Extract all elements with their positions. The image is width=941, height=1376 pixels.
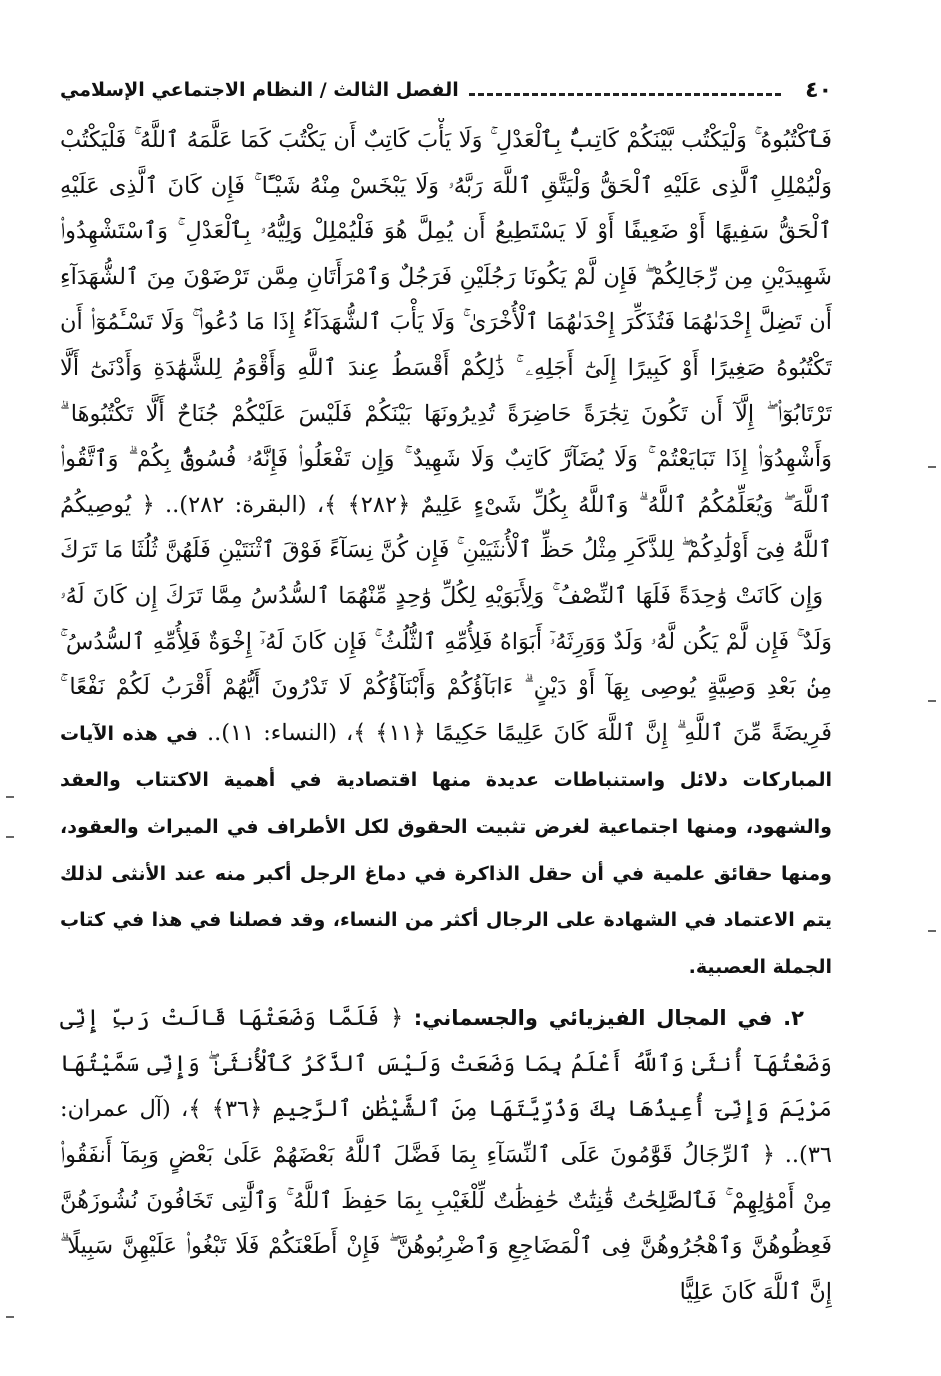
commentary-text: في هذه الآيات المباركات دلائل واستنباطات عديدة منها اقتصادية في أهمية الاكتتاب والعقد والشهود، ومنها اجتماعية لغرض تثبيت الحقوق لكل الأطراف في الميراث والعقود، ومنها حقائق علمية في أن حقل الذاكرة في دماغ الرجل أكبر منه عند الأنثى لذلك يتم الاعتماد في الشهادة على الرجال أكثر من النساء، وقد فصلنا في هذا في كتاب الجملة العصبية.: [60, 722, 832, 978]
header-dashed-rule: [469, 93, 781, 96]
scan-margin-mark: [928, 466, 936, 468]
scan-margin-mark: [928, 700, 936, 702]
page-number: ٤٠: [805, 77, 832, 103]
paragraph-quran-verses-and-commentary: [60, 118, 832, 990]
page-body: [60, 118, 832, 1318]
verse-block-baqarah-nisa: فَٱكْتُبُوهُ ۚ وَلْيَكْتُب بَّيْنَكُمْ كَاتِبٌۢ بِٱلْعَدْلِ ۚ وَلَا يَأْبَ كَاتِبٌ أَن يَكْتُبَ كَمَا عَلَّمَهُ ٱللَّهُ ۚ فَلْيَكْتُبْ وَلْيُمْلِلِ ٱلَّذِى عَلَيْهِ ٱلْحَقُّ وَلْيَتَّقِ ٱللَّهَ رَبَّهُۥ وَلَا يَبْخَسْ مِنْهُ شَيْـًٔا ۚ فَإِن كَانَ ٱلَّذِى عَلَيْهِ ٱلْحَقُّ سَفِيهًا أَوْ ضَعِيفًا أَوْ لَا يَسْتَطِيعُ أَن يُمِلَّ هُوَ فَلْيُمْلِلْ وَلِيُّهُۥ بِٱلْعَدْلِ ۚ وَٱسْتَشْهِدُوا۟ شَهِيدَيْنِ مِن رِّجَالِكُمْ ۖ فَإِن لَّمْ يَكُونَا رَجُلَيْنِ فَرَجُلٌ وَٱمْرَأَتَانِ مِمَّن تَرْضَوْنَ مِنَ ٱلشُّهَدَآءِ أَن تَضِلَّ إِحْدَىٰهُمَا فَتُذَكِّرَ إِحْدَىٰهُمَا ٱلْأُخْرَىٰ ۚ وَلَا يَأْبَ ٱلشُّهَدَآءُ إِذَا مَا دُعُوا۟ ۚ وَلَا تَسْـَٔمُوٓا۟ أَن تَكْتُبُوهُ صَغِيرًا أَوْ كَبِيرًا إِلَىٰٓ أَجَلِهِۦ ۚ ذَٰلِكُمْ أَقْسَطُ عِندَ ٱللَّهِ وَأَقْوَمُ لِلشَّهَٰدَةِ وَأَدْنَىٰٓ أَلَّا تَرْتَابُوٓا۟ ۖ إِلَّآ أَن تَكُونَ تِجَٰرَةً حَاضِرَةً تُدِيرُونَهَا بَيْنَكُمْ فَلَيْسَ عَلَيْكُمْ جُنَاحٌ أَلَّا تَكْتُبُوهَا ۗ وَأَشْهِدُوٓا۟ إِذَا تَبَايَعْتُمْ ۚ وَلَا يُضَآرَّ كَاتِبٌ وَلَا شَهِيدٌ ۚ وَإِن تَفْعَلُوا۟ فَإِنَّهُۥ فُسُوقٌۢ بِكُمْ ۗ وَٱتَّقُوا۟ ٱللَّهَ ۖ وَيُعَلِّمُكُمُ ٱللَّهُ ۗ وَٱللَّهُ بِكُلِّ شَىْءٍ عَلِيمٌ ﴿٢٨٢﴾ ﴾، (البقرة: ٢٨٢).. ﴿ يُوصِيكُمُ ٱللَّهُ فِىٓ أَوْلَٰدِكُمْ ۖ لِلذَّكَرِ مِثْلُ حَظِّ ٱلْأُنثَيَيْنِ ۚ فَإِن كُنَّ نِسَآءً فَوْقَ ٱثْنَتَيْنِ فَلَهُنَّ ثُلُثَا مَا تَرَكَ ۖ وَإِن كَانَتْ وَٰحِدَةً فَلَهَا ٱلنِّصْفُ ۚ وَلِأَبَوَيْهِ لِكُلِّ وَٰحِدٍ مِّنْهُمَا ٱلسُّدُسُ مِمَّا تَرَكَ إِن كَانَ لَهُۥ وَلَدٌ ۚ فَإِن لَّمْ يَكُن لَّهُۥ وَلَدٌ وَوَرِثَهُۥٓ أَبَوَاهُ فَلِأُمِّهِ ٱلثُّلُثُ ۚ فَإِن كَانَ لَهُۥٓ إِخْوَةٌ فَلِأُمِّهِ ٱلسُّدُسُ ۚ مِنۢ بَعْدِ وَصِيَّةٍ يُوصِى بِهَآ أَوْ دَيْنٍ ۗ ءَابَآؤُكُمْ وَأَبْنَآؤُكُمْ لَا تَدْرُونَ أَيُّهُمْ أَقْرَبُ لَكُمْ نَفْعًا ۚ فَرِيضَةً مِّنَ ٱللَّهِ ۗ إِنَّ ٱللَّهَ كَانَ عَلِيمًا حَكِيمًا ﴿١١﴾ ﴾، (النساء: ١١)..: [60, 127, 832, 746]
section-heading: ٢. في المجال الفيزيائي والجسماني:: [413, 1006, 804, 1031]
verse-block-al-imran-nisa: ﴿ فَلَمَّا وَضَعَتْهَا قَالَتْ رَبِّ إِنِّى وَضَعْتُهَآ أُنثَىٰ وَٱللَّهُ أَعْلَمُ بِمَا وَضَعَتْ وَلَيْسَ ٱلذَّكَرُ كَٱلْأُنثَىٰ ۖ وَإِنِّى سَمَّيْتُهَا مَرْيَمَ وَإِنِّىٓ أُعِيذُهَا بِكَ وَذُرِّيَّتَهَا مِنَ ٱلشَّيْطَٰنِ ٱلرَّجِيمِ ﴿٣٦﴾ ﴾، (آل عمران: ٣٦).. ﴿ ٱلرِّجَالُ قَوَّٰمُونَ عَلَى ٱلنِّسَآءِ بِمَا فَضَّلَ ٱللَّهُ بَعْضَهُمْ عَلَىٰ بَعْضٍ وَبِمَآ أَنفَقُوا۟ مِنْ أَمْوَٰلِهِمْ ۚ فَٱلصَّٰلِحَٰتُ قَٰنِتَٰتٌ حَٰفِظَٰتٌ لِّلْغَيْبِ بِمَا حَفِظَ ٱللَّهُ ۚ وَٱلَّٰتِى تَخَافُونَ نُشُوزَهُنَّ فَعِظُوهُنَّ وَٱهْجُرُوهُنَّ فِى ٱلْمَضَاجِعِ وَٱضْرِبُوهُنَّ ۖ فَإِنْ أَطَعْنَكُمْ فَلَا تَبْغُوا۟ عَلَيْهِنَّ سَبِيلًا ۗ إِنَّ ٱللَّهَ كَانَ عَلِيًّا: [60, 1005, 832, 1305]
paragraph-physical-domain: [60, 996, 832, 1315]
page-header: [60, 70, 832, 110]
chapter-title: الفصل الثالث / النظام الاجتماعي الإسلامي: [60, 79, 459, 101]
scan-margin-mark: [6, 836, 14, 838]
scan-margin-mark: [6, 796, 14, 798]
scan-margin-mark: [6, 1316, 14, 1318]
scan-margin-mark: [928, 930, 936, 932]
